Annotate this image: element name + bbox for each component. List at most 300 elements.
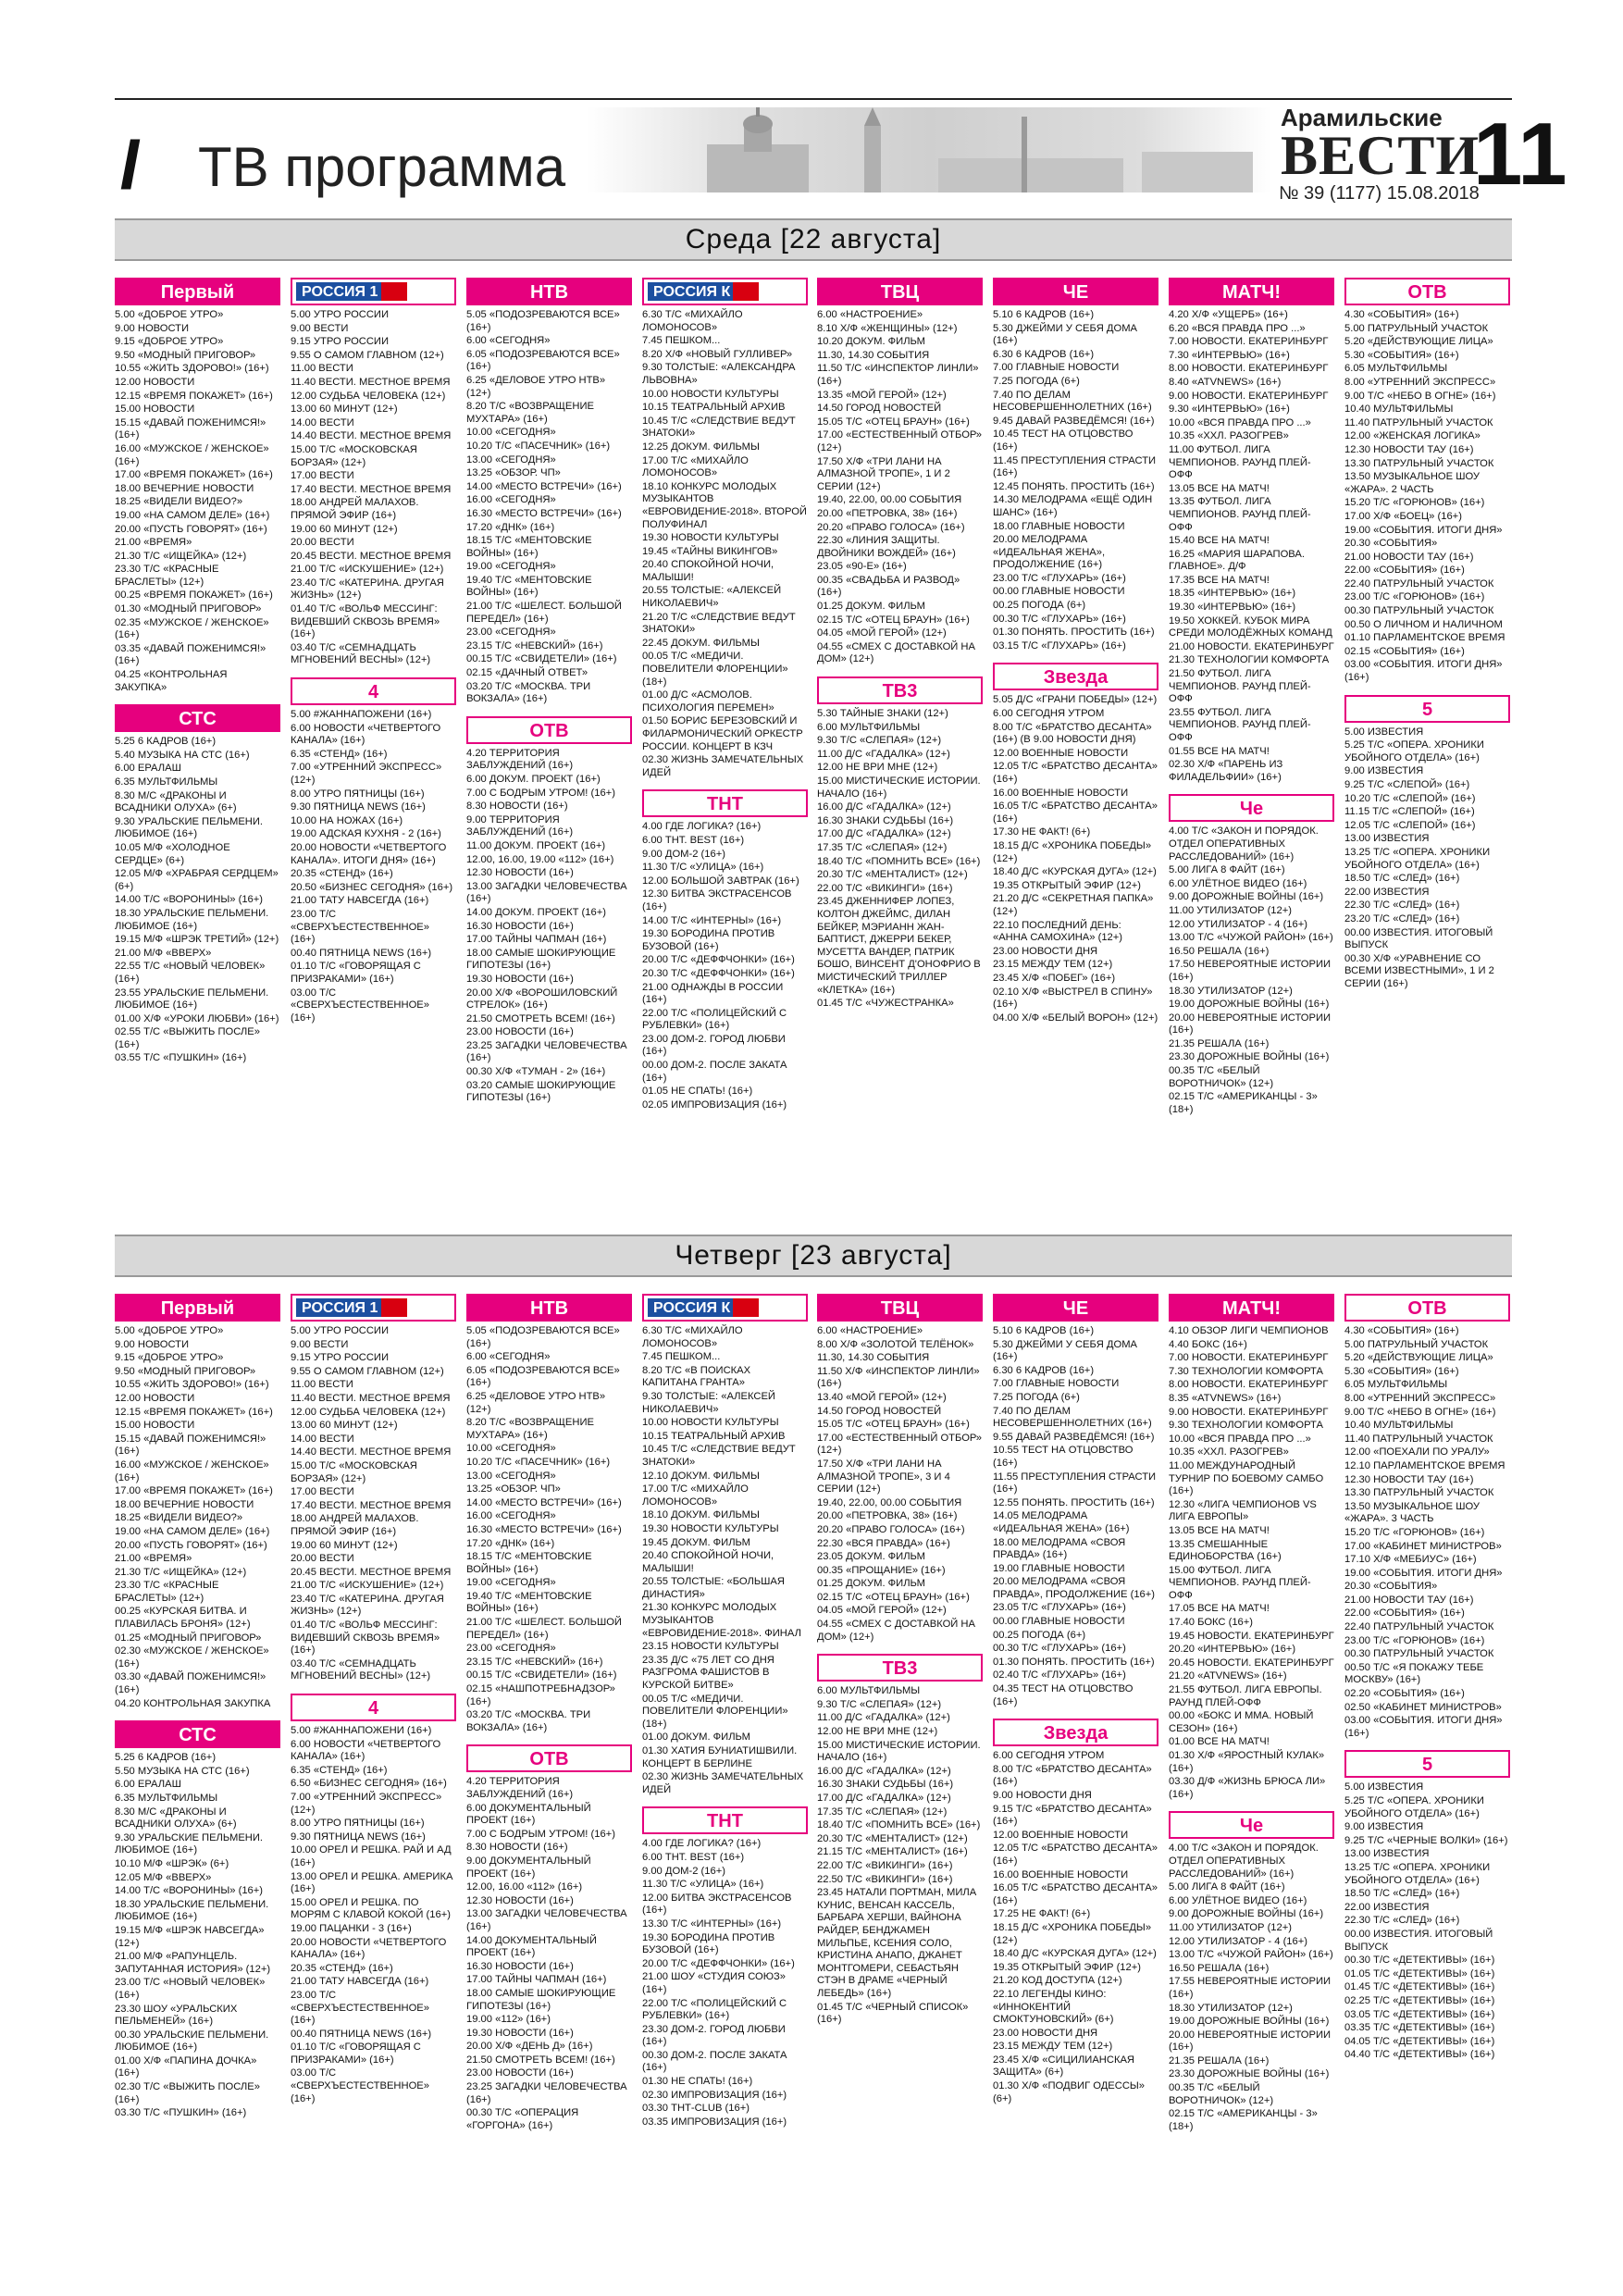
program-entry: 23.15 Т/С «НЕВСКИЙ» (16+) — [466, 1656, 603, 1668]
program-entry: 01.30 Х/Ф «ПОДВИГ ОДЕССЫ» (6+) — [993, 2080, 1146, 2104]
program-entry: 20.00 НОВОСТИ «ЧЕТВЕРТОГО КАНАЛА» (16+) — [291, 1936, 447, 1961]
program-entry: 8.30 М/С «ДРАКОНЫ И ВСАДНИКИ ОЛУХА» (6+) — [115, 789, 237, 814]
program-entry: 16.30 НОВОСТИ (16+) — [466, 920, 574, 932]
program-entry: 02.15 «ДАЧНЫЙ ОТВЕТ» — [466, 667, 588, 679]
channel-column — [642, 278, 808, 1112]
program-entry: 02.15 Т/С «АМЕРИКАНЦЫ - 3» (18+) — [1169, 1091, 1318, 1115]
channel-logo — [642, 1806, 808, 1834]
program-entry: 20.00 Х/Ф «ВОРОШИЛОВСКИЙ СТРЕЛОК» (16+) — [466, 987, 618, 1011]
program-entry: 01.30 ПОНЯТЬ. ПРОСТИТЬ (16+) — [993, 1656, 1155, 1668]
program-entry: 5.30 «СОБЫТИЯ» (16+) — [1344, 349, 1459, 361]
program-entry: 02.15 «СОБЫТИЯ» (16+) — [1344, 645, 1465, 657]
program-entry: 22.30 Т/С «СЛЕД» (16+) — [1344, 900, 1460, 912]
program-entry: 18.15 Д/С «ХРОНИКА ПОБЕДЫ» (12+) — [993, 1921, 1152, 1946]
program-entry: 03.20 САМЫЕ ШОКИРУЮЩИЕ ГИПОТЕЗЫ (16+) — [466, 1079, 616, 1104]
program-entry: 11.15 Т/С «СЛЕПОЙ» (16+) — [1344, 806, 1475, 818]
program-entry: 10.00 «ВСЯ ПРАВДА ПРО ...» — [1169, 416, 1311, 428]
program-entry: 00.40 ПЯТНИЦА NEWS (16+) — [291, 2028, 432, 2040]
program-entry: 04.35 ТЕСТ НА ОТЦОВСТВО (16+) — [993, 1683, 1134, 1707]
program-entry: 5.25 Т/С «ОПЕРА. ХРОНИКИ УБОЙНОГО ОТДЕЛА» (16+) — [1344, 1795, 1484, 1819]
program-entry: 12.05 М/Ф «ВВЕРХ» — [115, 1871, 212, 1883]
program-entry: 20.30 «СОБЫТИЯ» — [1344, 538, 1438, 550]
program-entry: 9.30 ТОЛСТЫЕ: «АЛЕКСЕЙ НИКОЛАЕВИЧ» — [642, 1390, 775, 1415]
program-entry: 17.00 Т/С «МИХАЙЛО ЛОМОНОСОВ» — [642, 454, 749, 479]
program-entry: 01.00 Х/Ф «ПАПИНА ДОЧКА» (16+) — [115, 2054, 257, 2079]
program-entry: 9.15 «ДОБРОЕ УТРО» — [115, 336, 224, 348]
program-entry: 18.00 САМЫЕ ШОКИРУЮЩИЕ ГИПОТЕЗЫ (16+) — [466, 947, 616, 972]
program-entry: 6.05 «ПОДОЗРЕВАЮТСЯ ВСЕ» (16+) — [466, 348, 620, 373]
program-entry: 19.00 «НА САМОМ ДЕЛЕ» (16+) — [115, 1525, 270, 1537]
program-entry: 14.00 «МЕСТО ВСТРЕЧИ» (16+) — [466, 1496, 622, 1508]
program-entry: 16.30 «МЕСТО ВСТРЕЧИ» (16+) — [466, 1523, 622, 1535]
program-entry: 15.00 Т/С «МОСКОВСКАЯ БОРЗАЯ» (12+) — [291, 1459, 417, 1484]
channel-name: 4 — [367, 682, 379, 703]
program-entry: 21.00 М/Ф «ВВЕРХ» — [115, 947, 212, 959]
program-entry: 6.00 ДОКУМЕНТАЛЬНЫЙ ПРОЕКТ (16+) — [466, 1802, 591, 1827]
program-entry: 4.20 ТЕРРИТОРИЯ ЗАБЛУЖДЕНИЙ (16+) — [466, 1776, 574, 1800]
program-entry: 20.50 «БИЗНЕС СЕГОДНЯ» (16+) — [291, 881, 453, 893]
program-entry: 20.40 СПОКОЙНОЙ НОЧИ, МАЛЫШИ! — [642, 1550, 774, 1574]
program-entry: 23.00 НОВОСТИ (16+) — [466, 1026, 574, 1038]
channel-block — [115, 1711, 280, 2120]
program-entry: 9.00 НОВОСТИ. ЕКАТЕРИНБУРГ — [1169, 390, 1329, 402]
program-entry: 21.20 Т/С «СЛЕДСТВИЕ ВЕДУТ ЗНАТОКИ» — [642, 611, 796, 636]
channel-column — [817, 1294, 983, 2028]
program-entry: 13.25 Т/С «ОПЕРА. ХРОНИКИ УБОЙНОГО ОТДЕЛА» (16+) — [1344, 1861, 1491, 1886]
program-entry: 01.00 ВСЕ НА МАТЧ! — [1169, 1736, 1270, 1748]
program-entry: 10.00 НА НОЖАХ (16+) — [291, 814, 403, 826]
program-entry: 02.50 «КАБИНЕТ МИНИСТРОВ» — [1344, 1701, 1502, 1713]
program-entry: 17.00 Т/С «МИХАЙЛО ЛОМОНОСОВ» — [642, 1483, 749, 1508]
program-entry: 9.15 УТРО РОССИИ — [291, 336, 390, 348]
program-entry: 03.20 Т/С «МОСКВА. ТРИ ВОКЗАЛА» (16+) — [466, 1709, 591, 1733]
channel-logo — [642, 278, 808, 305]
program-entry: 01.45 Т/С «ДЕТЕКТИВЫ» (16+) — [1344, 1981, 1495, 1993]
program-entry: 8.30 М/С «ДРАКОНЫ И ВСАДНИКИ ОЛУХА» (6+) — [115, 1806, 237, 1831]
program-entry: 19.00 «СОБЫТИЯ. ИТОГИ ДНЯ» — [1344, 1567, 1503, 1579]
program-entry: 21.15 Т/С «МЕНТАЛИСТ» (16+) — [817, 1846, 968, 1858]
program-entry: 02.15 «НАШПОТРЕБНАДЗОР» (16+) — [466, 1683, 615, 1707]
program-entry: 23.30 ДОРОЖНЫЕ ВОЙНЫ (16+) — [1169, 1051, 1330, 1063]
program-entry: 22.40 ПАТРУЛЬНЫЙ УЧАСТОК — [1344, 1621, 1494, 1633]
program-entry: 00.00 ГЛАВНЫЕ НОВОСТИ — [993, 586, 1125, 598]
program-entry: 18.15 Т/С «МЕНТОВСКИЕ ВОЙНЫ» (16+) — [466, 535, 592, 559]
program-entry: 8.00 Т/С «БРАТСТВО ДЕСАНТА» (16+) — [993, 1763, 1152, 1788]
program-entry: 19.00 АДСКАЯ КУХНЯ - 2 (16+) — [291, 828, 441, 840]
program-entry: 12.30 НОВОСТИ ТАУ (16+) — [1344, 1473, 1474, 1485]
program-entry: 04.05 Т/С «ДЕТЕКТИВЫ» (16+) — [1344, 2035, 1495, 2047]
channel-block — [1344, 1741, 1510, 2061]
channel-logo — [466, 1294, 632, 1322]
program-entry: 14.50 ГОРОД НОВОСТЕЙ — [817, 403, 942, 415]
program-entry: 8.00 Х/Ф «ЗОЛОТОЙ ТЕЛЁНОК» — [817, 1338, 974, 1350]
program-entry: 23.00 НОВОСТИ ДНЯ — [993, 2027, 1098, 2039]
program-entry: 9.30 ТОЛСТЫЕ: «АЛЕКСАНДРА ЛЬВОВНА» — [642, 362, 796, 386]
program-entry: 20.00 НЕВЕРОЯТНЫЕ ИСТОРИИ (16+) — [1169, 2029, 1332, 2054]
channel-block — [817, 1644, 983, 2026]
channel-logo — [1169, 1294, 1334, 1322]
program-entry: 19.00 60 МИНУТ (12+) — [291, 523, 398, 535]
program-entry: 10.20 Т/С «СЛЕПОЙ» (16+) — [1344, 792, 1476, 804]
program-entry: 21.00 ОДНАЖДЫ В РОССИИ (16+) — [642, 981, 784, 1006]
program-entry: 13.00 ЗАГАДКИ ЧЕЛОВЕЧЕСТВА (16+) — [466, 880, 627, 905]
program-entry: 22.55 Т/С «НОВЫЙ ЧЕЛОВЕК» (16+) — [115, 961, 266, 985]
program-entry: 04.40 Т/С «ДЕТЕКТИВЫ» (16+) — [1344, 2049, 1495, 2061]
program-entry: 01.30 «МОДНЫЙ ПРИГОВОР» — [115, 603, 262, 615]
program-entry: 5.30 ТАЙНЫЕ ЗНАКИ (12+) — [817, 708, 948, 720]
program-entry: 16.50 РЕШАЛА (16+) — [1169, 945, 1270, 957]
program-entry: 01.00 ДОКУМ. ФИЛЬМ — [642, 1731, 750, 1744]
program-entry: 17.00 ВЕСТИ — [291, 470, 354, 482]
program-entry: 11.40 ВЕСТИ. МЕСТНОЕ ВРЕМЯ — [291, 1392, 451, 1404]
program-entry: 12.00 БИТВА ЭКСТРАСЕНСОВ (16+) — [642, 1892, 792, 1917]
program-entry: 5.00 #ЖАННАПОЖЕНИ (16+) — [291, 709, 432, 721]
program-entry: 11.30, 14.30 СОБЫТИЯ — [817, 349, 930, 361]
program-entry: 7.00 ГЛАВНЫЕ НОВОСТИ — [993, 1378, 1120, 1390]
program-entry: 19.45 ДОКУМ. ФИЛЬМ — [642, 1536, 750, 1548]
program-entry: 02.25 Т/С «ДЕТЕКТИВЫ» (16+) — [1344, 1994, 1495, 2006]
program-entry: 17.05 ВСЕ НА МАТЧ! — [1169, 1603, 1270, 1615]
program-entry: 03.00 Т/С «СВЕРХЪЕСТЕСТВЕННОЕ» (16+) — [291, 2067, 429, 2104]
channel-name: ТНТ — [707, 1811, 743, 1832]
program-entry: 5.00 #ЖАННАПОЖЕНИ (16+) — [291, 1725, 432, 1737]
program-entry: 17.00 ВЕСТИ — [291, 1486, 354, 1498]
program-entry: 6.00 «СЕГОДНЯ» — [466, 335, 551, 347]
program-entry: 04.25 «КОНТРОЛЬНАЯ ЗАКУПКА» — [115, 669, 228, 693]
program-entry: 02.30 ЖИЗНЬ ЗАМЕЧАТЕЛЬНЫХ ИДЕЙ — [642, 1771, 804, 1795]
program-entry: 04.55 «СМЕХ С ДОСТАВКОЙ НА ДОМ» (12+) — [817, 1619, 975, 1643]
program-entry: 00.30 Т/С «ОПЕРАЦИЯ «ГОРГОНА» (16+) — [466, 2107, 579, 2131]
channel-name: РОССИЯ 1 — [302, 284, 378, 300]
program-entry: 9.00 ДОКУМЕНТАЛЬНЫЙ ПРОЕКТ (16+) — [466, 1855, 591, 1880]
program-entry: 6.05 «ПОДОЗРЕВАЮТСЯ ВСЕ» (16+) — [466, 1364, 620, 1389]
program-entry: 12.00 НЕ ВРИ МНЕ (12+) — [817, 762, 938, 774]
program-entry: 16.05 Т/С «БРАТСТВО ДЕСАНТА» (16+) — [993, 1882, 1158, 1906]
channel-block — [1344, 278, 1510, 685]
program-entry: 20.30 Т/С «ДЕФФЧОНКИ» (16+) — [642, 967, 795, 979]
program-entry: 9.00 ВЕСТИ — [291, 322, 349, 334]
channel-logo — [1344, 695, 1510, 723]
channel-block — [1169, 1294, 1334, 1801]
program-entry: 16.00 «СЕГОДНЯ» — [466, 1510, 556, 1522]
program-entry: 20.35 «СТЕНД» (16+) — [291, 1962, 393, 1974]
program-entry: 12.30 НОВОСТИ (16+) — [466, 867, 574, 879]
program-entry: 20.00 НОВОСТИ «ЧЕТВЕРТОГО КАНАЛА». ИТОГИ ДНЯ» (16+) — [291, 841, 447, 866]
program-entry: 4.10 ОБЗОР ЛИГИ ЧЕМПИОНОВ — [1169, 1325, 1329, 1336]
program-entry: 11.50 Х/Ф «ИНСПЕКТОР ЛИНЛИ» (16+) — [817, 1365, 980, 1390]
program-entry: 02.15 Т/С «АМЕРИКАНЦЫ - 3» (18+) — [1169, 2108, 1318, 2132]
program-entry: 9.00 НОВОСТИ ДНЯ — [993, 1790, 1092, 1801]
program-entry: 02.05 ИМПРОВИЗАЦИЯ (16+) — [642, 1098, 787, 1111]
program-entry: 21.50 СМОТРЕТЬ ВСЕМ! (16+) — [466, 2054, 615, 2066]
program-entry: 20.00 МЕЛОДРАМА «СВОЯ ПРАВДА», ПРОДОЛЖЕНИЕ (16+) — [993, 1576, 1156, 1600]
program-entry: 8.20 Т/С «В ПОИСКАХ КАПИТАНА ГРАНТА» — [642, 1364, 751, 1389]
program-entry: 6.00 СЕГОДНЯ УТРОМ — [993, 1750, 1105, 1762]
program-entry: 6.00 МУЛЬТФИЛЬМЫ — [817, 1685, 921, 1697]
program-entry: 9.50 «МОДНЫЙ ПРИГОВОР» — [115, 349, 256, 361]
program-entry: 13.05 ВСЕ НА МАТЧ! — [1169, 482, 1270, 494]
program-entry: 20.00 «ПУСТЬ ГОВОРЯТ» (16+) — [115, 1539, 267, 1551]
program-entry: 16.00 «СЕГОДНЯ» — [466, 494, 556, 506]
program-entry: 17.00 «ЕСТЕСТВЕННЫЙ ОТБОР» (12+) — [817, 1432, 982, 1457]
program-entry: 17.10 Х/Ф «МЕБИУС» (16+) — [1344, 1554, 1477, 1566]
program-entry: 16.00 «МУЖСКОЕ / ЖЕНСКОЕ» (16+) — [115, 1458, 269, 1483]
issue-number: № 39 (1177) 15.08.2018 — [1279, 183, 1480, 204]
program-entry: 17.00 «ВРЕМЯ ПОКАЖЕТ» (16+) — [115, 1485, 273, 1497]
program-entry: 9.25 Т/С «СЛЕПОЙ» (16+) — [1344, 779, 1470, 790]
program-entry: 11.40 ВЕСТИ. МЕСТНОЕ ВРЕМЯ — [291, 376, 451, 388]
program-entry: 01.40 Т/С «ВОЛЬФ МЕССИНГ: ВИДЕВШИЙ СКВОЗЬ ВРЕМЯ» (16+) — [291, 1620, 440, 1657]
program-entry: 16.25 «МАРИЯ ШАРАПОВА. ГЛАВНОЕ». Д/Ф — [1169, 548, 1305, 573]
channel-block — [466, 278, 632, 706]
program-entry: 18.35 «ИНТЕРВЬЮ» (16+) — [1169, 588, 1296, 600]
program-entry: 23.00 Т/С «НОВЫЙ ЧЕЛОВЕК» (16+) — [115, 1977, 266, 2001]
program-entry: 6.35 «СТЕНД» (16+) — [291, 748, 388, 760]
channel-name: ЧЕ — [1062, 1298, 1089, 1319]
program-entry: 23.25 ЗАГАДКИ ЧЕЛОВЕЧЕСТВА (16+) — [466, 2081, 627, 2105]
program-entry: 00.05 Т/С «МЕДИЧИ. ПОВЕЛИТЕЛИ ФЛОРЕНЦИИ» (18+) — [642, 651, 788, 688]
program-entry: 10.05 М/Ф «ХОЛОДНОЕ СЕРДЦЕ» (6+) — [115, 841, 230, 866]
program-entry: 10.20 Т/С «ПАСЕЧНИК» (16+) — [466, 1456, 611, 1468]
program-entry: 15.00 ОРЕЛ И РЕШКА. ПО МОРЯМ С КЛАВОЙ КОКОЙ (16+) — [291, 1896, 451, 1921]
program-entry: 10.00 «ВСЯ ПРАВДА ПРО ...» — [1169, 1433, 1311, 1445]
program-entry: 18.50 Т/С «СЛЕД» (16+) — [1344, 1888, 1460, 1900]
program-entry: 21.00 НОВОСТИ. ЕКАТЕРИНБУРГ — [1169, 640, 1334, 652]
program-entry: 03.20 Т/С «МОСКВА. ТРИ ВОКЗАЛА» (16+) — [466, 680, 591, 705]
program-entry: 15.15 «ДАВАЙ ПОЖЕНИМСЯ!» (16+) — [115, 1433, 266, 1458]
program-entry: 5.00 ЛИГА 8 ФАЙТ (16+) — [1169, 1881, 1285, 1893]
program-entry: 00.30 Т/С «ГЛУХАРЬ» (16+) — [993, 1643, 1126, 1655]
program-entry: 01.50 БОРИС БЕРЕЗОВСКИЙ И ФИЛАРМОНИЧЕСКИЙ ОРКЕСТР РОССИИ. КОНЦЕРТ В КЗЧ — [642, 715, 803, 752]
program-entry: 6.00 «СЕГОДНЯ» — [466, 1351, 551, 1363]
program-entry: 5.00 УТРО РОССИИ — [291, 1325, 390, 1336]
program-entry: 8.30 НОВОСТИ (16+) — [466, 1842, 568, 1854]
program-entry: 02.40 Т/С «ГЛУХАРЬ» (16+) — [993, 1669, 1126, 1682]
program-entry: 9.00 НОВОСТИ. ЕКАТЕРИНБУРГ — [1169, 1406, 1329, 1418]
program-entry: 22.00 Т/С «ПОЛИЦЕЙСКИЙ С РУБЛЕВКИ» (16+) — [642, 1997, 787, 2022]
program-entry: 23.05 ДОКУМ. ФИЛЬМ — [817, 1551, 925, 1563]
program-entry: 6.00 МУЛЬТФИЛЬМЫ — [817, 721, 921, 733]
program-entry: 01.10 ПАРЛАМЕНТСКОЕ ВРЕМЯ — [1344, 632, 1505, 644]
program-entry: 00.25 «КУРСКАЯ БИТВА. И ПЛАВИЛАСЬ БРОНЯ» (12+) — [115, 1606, 251, 1631]
program-entry: 9.00 ДОМ-2 (16+) — [642, 848, 725, 860]
program-entry: 19.00 ДОРОЖНЫЕ ВОЙНЫ (16+) — [1169, 999, 1330, 1011]
program-entry: 12.30 БИТВА ЭКСТРАСЕНСОВ (16+) — [642, 888, 792, 912]
program-entry: 8.35 «ATVNEWS» (16+) — [1169, 1392, 1282, 1404]
program-entry: 03.30 Д/Ф «ЖИЗНЬ БРЮСА ЛИ» (16+) — [1169, 1776, 1326, 1800]
program-entry: 21.50 ФУТБОЛ. ЛИГА ЧЕМПИОНОВ. РАУНД ПЛЕЙ-ОФФ — [1169, 668, 1311, 705]
program-entry: 19.00 ПАЦАНКИ - 3 (16+) — [291, 1922, 412, 1934]
program-entry: 04.20 КОНТРОЛЬНАЯ ЗАКУПКА — [115, 1697, 271, 1709]
program-entry: 6.00 «НАСТРОЕНИЕ» — [817, 309, 923, 320]
channel-column — [993, 1294, 1158, 2106]
program-entry: 7.00 НОВОСТИ. ЕКАТЕРИНБУРГ — [1169, 1352, 1329, 1364]
program-entry: 12.00 УТИЛИЗАТОР - 4 (16+) — [1169, 918, 1308, 930]
program-entry: 21.00 НОВОСТИ ТАУ (16+) — [1344, 1594, 1474, 1606]
program-entry: 20.00 Х/Ф «ДЕНЬ Д» (16+) — [466, 2041, 593, 2053]
program-entry: 23.30 Т/С «КРАСНЫЕ БРАСЛЕТЫ» (12+) — [115, 1580, 219, 1604]
program-entry: 12.30 НОВОСТИ (16+) — [466, 1894, 574, 1906]
program-entry: 13.30 ПАТРУЛЬНЫЙ УЧАСТОК — [1344, 457, 1494, 469]
program-entry: 17.00 ТАЙНЫ ЧАПМАН (16+) — [466, 1974, 607, 1986]
program-entry: 21.00 ШОУ «СТУДИЯ СОЮЗ» (16+) — [642, 1971, 787, 1995]
program-entry: 9.30 ПЯТНИЦА NEWS (16+) — [291, 801, 426, 813]
program-entry: 19.15 М/Ф «ШРЭК НАВСЕГДА» (12+) — [115, 1924, 265, 1949]
program-entry: 11.45 ПРЕСТУПЛЕНИЯ СТРАСТИ (16+) — [993, 454, 1157, 479]
program-entry: 14.00 ВЕСТИ — [291, 416, 354, 428]
program-entry: 21.50 СМОТРЕТЬ ВСЕМ! (16+) — [466, 1012, 615, 1024]
program-entry: 14.05 МЕЛОДРАМА «ИДЕАЛЬНАЯ ЖЕНА» (16+) — [993, 1510, 1130, 1534]
program-entry: 9.00 ИЗВЕСТИЯ — [1344, 1821, 1424, 1833]
channel-block — [291, 278, 456, 667]
program-entry: 02.30 ИМПРОВИЗАЦИЯ (16+) — [642, 2089, 787, 2101]
channel-column — [1169, 1294, 1334, 2134]
program-entry: 10.45 ТЕСТ НА ОТЦОВСТВО (16+) — [993, 428, 1134, 453]
channel-logo — [115, 1294, 280, 1322]
channel-logo — [993, 1294, 1158, 1322]
channel-block — [642, 1294, 808, 1796]
program-entry: 18.40 Т/С «ПОМНИТЬ ВСЕ» (16+) — [817, 1819, 981, 1831]
channel-column — [466, 1294, 632, 2133]
program-entry: 5.00 ИЗВЕСТИЯ — [1344, 726, 1424, 738]
program-entry: 11.00 ДОКУМ. ПРОЕКТ (16+) — [466, 839, 606, 851]
program-entry: 03.40 Т/С «СЕМНАДЦАТЬ МГНОВЕНИЙ ВЕСНЫ» (12+) — [291, 641, 431, 666]
program-entry: 8.20 Т/С «ВОЗВРАЩЕНИЕ МУХТАРА» (16+) — [466, 401, 594, 425]
program-entry: 01.45 Т/С «ЧУЖЕСТРАНКА» — [817, 998, 954, 1010]
program-entry: 9.30 ТЕХНОЛОГИИ КОМФОРТА — [1169, 1420, 1323, 1432]
program-entry: 4.20 ТЕРРИТОРИЯ ЗАБЛУЖДЕНИЙ (16+) — [466, 747, 574, 772]
program-entry: 13.40 «МОЙ ГЕРОЙ» (12+) — [817, 1391, 947, 1403]
program-entry: 10.10 М/Ф «ШРЭК» (6+) — [115, 1857, 229, 1869]
program-entry: 12.00 «ПОЕХАЛИ ПО УРАЛУ» — [1344, 1446, 1490, 1458]
channel-block — [642, 1797, 808, 2128]
program-entry: 12.30 НОВОСТИ ТАУ (16+) — [1344, 443, 1474, 455]
program-entry: 19.30 НОВОСТИ КУЛЬТУРЫ — [642, 532, 779, 544]
channel-name: Первый — [160, 282, 235, 303]
program-entry: 14.00 Т/С «ИНТЕРНЫ» (16+) — [642, 914, 782, 926]
program-entry: 7.00 НОВОСТИ. ЕКАТЕРИНБУРГ — [1169, 336, 1329, 348]
program-entry: 17.55 НЕВЕРОЯТНЫЕ ИСТОРИИ (16+) — [1169, 1976, 1332, 2000]
channel-name: 5 — [1421, 699, 1433, 720]
channel-name: МАТЧ! — [1221, 282, 1282, 303]
channel-logo — [291, 278, 456, 305]
channel-logo — [291, 1294, 456, 1322]
channel-block — [291, 668, 456, 1024]
program-entry: 21.35 РЕШАЛА (16+) — [1169, 2054, 1270, 2066]
program-entry: 00.50 Т/С «Я ПОКАЖУ ТЕБЕ МОСКВУ» (16+) — [1344, 1661, 1484, 1686]
program-entry: 15.20 Т/С «ГОРЮНОВ» (16+) — [1344, 1526, 1485, 1538]
program-entry: 03.00 «СОБЫТИЯ. ИТОГИ ДНЯ» (16+) — [1344, 659, 1503, 684]
program-entry: 7.30 ТЕХНОЛОГИИ КОМФОРТА — [1169, 1365, 1323, 1377]
program-entry: 4.00 ГДЕ ЛОГИКА? (16+) — [642, 1838, 762, 1850]
program-entry: 02.55 Т/С «ВЫЖИТЬ ПОСЛЕ» (16+) — [115, 1026, 260, 1050]
program-entry: 16.00 ВОЕННЫЕ НОВОСТИ — [993, 1868, 1129, 1880]
program-entry: 12.05 М/Ф «ХРАБРАЯ СЕРДЦЕМ» (6+) — [115, 868, 279, 892]
program-entry: 23.00 Т/С «СВЕРХЪЕСТЕСТВЕННОЕ» (16+) — [291, 908, 429, 946]
program-entry: 8.30 НОВОСТИ (16+) — [466, 800, 568, 813]
program-entry: 19.00 «112» (16+) — [466, 2014, 551, 2026]
program-entry: 21.35 РЕШАЛА (16+) — [1169, 1037, 1270, 1049]
program-entry: 5.05 Д/С «ГРАНИ ПОБЕДЫ» (12+) — [993, 694, 1158, 706]
program-entry: 19.35 ОТКРЫТЫЙ ЭФИР (12+) — [993, 1961, 1141, 1973]
program-entry: 10.40 МУЛЬТФИЛЬМЫ — [1344, 403, 1454, 416]
program-entry: 5.25 6 КАДРОВ (16+) — [115, 1752, 217, 1764]
program-entry: 23.15 Т/С «НЕВСКИЙ» (16+) — [466, 639, 603, 652]
program-entry: 20.00 Т/С «ДЕФФЧОНКИ» (16+) — [642, 1957, 795, 1969]
program-entry: 21.00 М/Ф «РАПУНЦЕЛЬ. ЗАПУТАННАЯ ИСТОРИЯ» (12+) — [115, 1951, 271, 1975]
program-entry: 8.00 УТРО ПЯТНИЦЫ (16+) — [291, 1818, 425, 1830]
program-entry: 5.00 ПАТРУЛЬНЫЙ УЧАСТОК — [1344, 322, 1489, 334]
section-slashes-icon: // — [120, 129, 125, 203]
program-entry: 12.00 СУДЬБА ЧЕЛОВЕКА (12+) — [291, 1406, 446, 1418]
program-entry: 00.30 Т/С «ДЕТЕКТИВЫ» (16+) — [1344, 1955, 1495, 1967]
program-entry: 20.00 ВЕСТИ — [291, 537, 354, 549]
program-entry: 21.00 Т/С «ШЕЛЕСТ. БОЛЬШОЙ ПЕРЕДЕЛ» (16+) — [466, 1617, 622, 1641]
program-entry: 03.05 Т/С «ДЕТЕКТИВЫ» (16+) — [1344, 2008, 1495, 2020]
program-entry: 17.00 Д/С «ГАДАЛКА» (12+) — [817, 828, 951, 840]
program-entry: 20.00 «ПЕТРОВКА, 38» (16+) — [817, 507, 958, 519]
program-entry: 10.35 «ХХЛ. РАЗОГРЕВ» — [1169, 430, 1289, 442]
program-entry: 6.25 «ДЕЛОВОЕ УТРО НТВ» (12+) — [466, 1390, 606, 1415]
program-entry: 23.00 «СЕГОДНЯ» — [466, 627, 556, 639]
program-entry: 21.00 ТАТУ НАВСЕГДА (16+) — [291, 895, 429, 907]
program-entry: 12.00 ВОЕННЫЕ НОВОСТИ — [993, 1829, 1129, 1841]
program-entry: 17.00 Х/Ф «БОЕЦ» (16+) — [1344, 510, 1462, 522]
program-entry: 9.00 НОВОСТИ — [115, 1338, 190, 1350]
program-entry: 19.40, 22.00, 00.00 СОБЫТИЯ — [817, 1496, 962, 1508]
program-entry: 6.50 «БИЗНЕС СЕГОДНЯ» (16+) — [291, 1778, 447, 1790]
program-entry: 00.25 ПОГОДА (6+) — [993, 600, 1086, 612]
program-entry: 17.40 ВЕСТИ. МЕСТНОЕ ВРЕМЯ — [291, 1499, 452, 1511]
program-entry: 7.45 ПЕШКОМ... — [642, 1351, 721, 1363]
channel-logo — [1169, 1811, 1334, 1839]
program-entry: 10.00 НОВОСТИ КУЛЬТУРЫ — [642, 388, 779, 400]
program-entry: 13.50 МУЗЫКАЛЬНОЕ ШОУ «ЖАРА». 2 ЧАСТЬ — [1344, 471, 1481, 495]
program-entry: 12.25 ДОКУМ. ФИЛЬМЫ — [642, 441, 760, 453]
program-entry: 20.35 «СТЕНД» (16+) — [291, 868, 393, 880]
channel-block — [993, 278, 1158, 652]
program-entry: 19.40, 22.00, 00.00 СОБЫТИЯ — [817, 494, 962, 506]
program-entry: 8.00 «УТРЕННИЙ ЭКСПРЕСС» — [1344, 376, 1496, 388]
program-entry: 20.55 ТОЛСТЫЕ: «АЛЕКСЕЙ НИКОЛАЕВИЧ» — [642, 585, 782, 610]
program-entry: 15.00 МИСТИЧЕСКИЕ ИСТОРИИ. НАЧАЛО (16+) — [817, 1739, 981, 1764]
channel-block — [466, 1735, 632, 2132]
channel-logo — [993, 278, 1158, 305]
program-entry: 21.30 Т/С «ИЩЕЙКА» (12+) — [115, 1566, 247, 1578]
program-entry: 20.45 ВЕСТИ. МЕСТНОЕ ВРЕМЯ — [291, 550, 452, 562]
program-entry: 19.15 М/Ф «ШРЭК ТРЕТИЙ» (12+) — [115, 934, 279, 946]
channel-logo — [642, 789, 808, 817]
program-entry: 20.20 «ПРАВО ГОЛОСА» (16+) — [817, 1523, 965, 1535]
channel-logo — [817, 278, 983, 305]
program-entry: 00.30 Х/Ф «УРАВНЕНИЕ СО ВСЕМИ ИЗВЕСТНЫМИ», 1 И 2 СЕРИИ (16+) — [1344, 952, 1494, 989]
program-entry: 19.35 ОТКРЫТЫЙ ЭФИР (12+) — [993, 879, 1141, 891]
program-entry: 23.25 ЗАГАДКИ ЧЕЛОВЕЧЕСТВА (16+) — [466, 1039, 627, 1064]
program-entry: 03.00 «СОБЫТИЯ. ИТОГИ ДНЯ» (16+) — [1344, 1715, 1503, 1739]
program-entry: 17.00 «ВРЕМЯ ПОКАЖЕТ» (16+) — [115, 469, 273, 481]
program-entry: 9.30 Т/С «СЛЕПАЯ» (12+) — [817, 735, 942, 747]
program-entry: 19.00 60 МИНУТ (12+) — [291, 1539, 398, 1551]
program-entry: 9.00 Т/С «НЕБО В ОГНЕ» (16+) — [1344, 1406, 1496, 1418]
program-entry: 6.00 НОВОСТИ «ЧЕТВЕРТОГО КАНАЛА» (16+) — [291, 722, 441, 747]
program-entry: 6.00 НОВОСТИ «ЧЕТВЕРТОГО КАНАЛА» (16+) — [291, 1738, 441, 1763]
program-entry: 11.00 Д/С «ГАДАЛКА» (12+) — [817, 1712, 950, 1724]
day-band-thursday: Четверг [23 августа] — [115, 1235, 1512, 1277]
program-entry: 14.00 ВЕСТИ — [291, 1433, 354, 1445]
program-entry: 00.35 Т/С «БЕЛЫЙ ВОРОТНИЧОК» (12+) — [1169, 2082, 1274, 2106]
channel-name: РОССИЯ К — [653, 284, 731, 300]
program-entry: 18.40 Т/С «ПОМНИТЬ ВСЕ» (16+) — [817, 855, 981, 867]
